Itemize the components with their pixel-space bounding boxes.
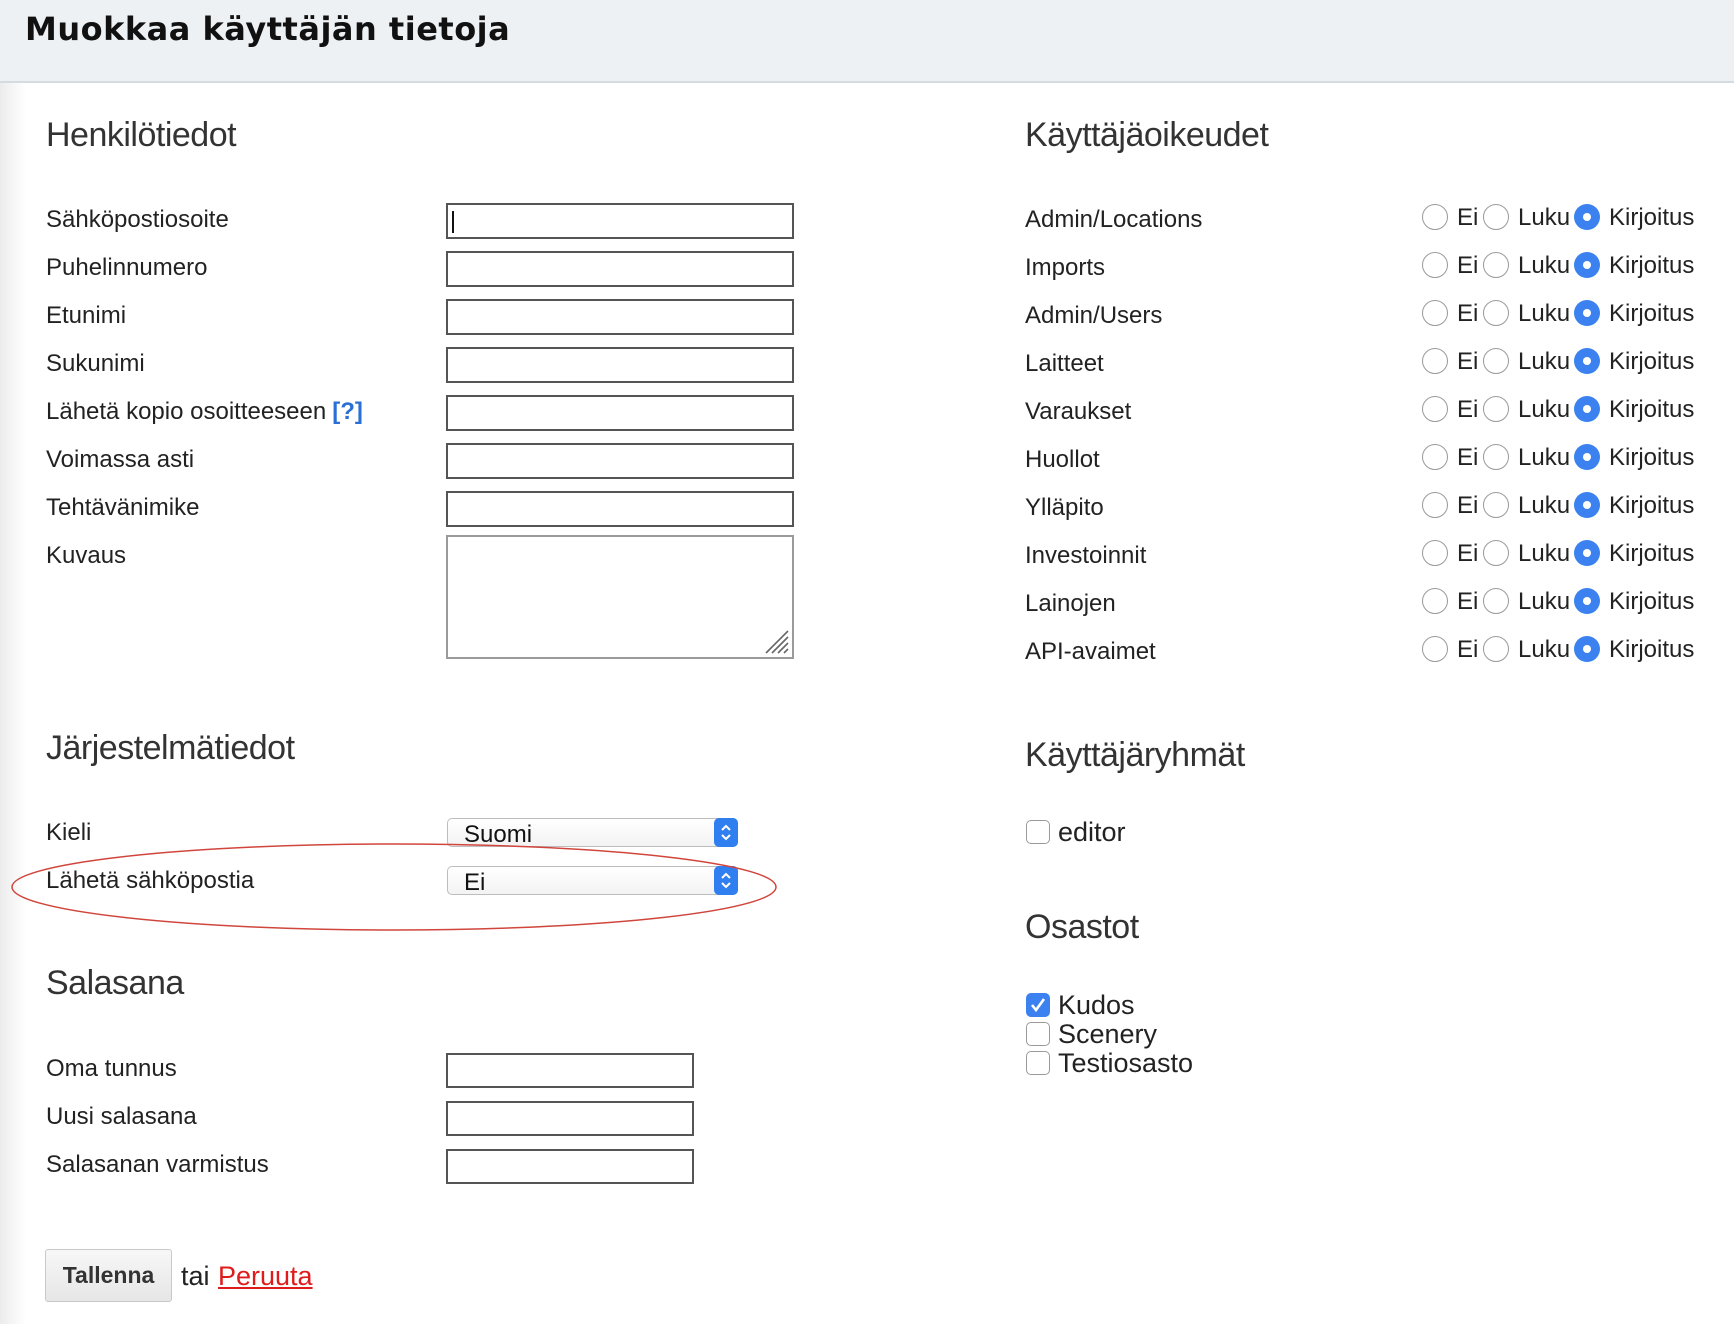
cancel-link[interactable]: Peruuta <box>218 1261 313 1291</box>
radio-label-ei: Ei <box>1457 588 1479 615</box>
description-textarea[interactable] <box>446 535 794 659</box>
radio-label-ei: Ei <box>1457 396 1479 423</box>
own-id-field[interactable] <box>446 1053 694 1088</box>
valid-until-label: Voimassa asti <box>46 446 195 473</box>
radio-ei[interactable] <box>1422 396 1448 422</box>
department-checkbox-testiosasto[interactable] <box>1026 1051 1050 1075</box>
radio-label-kirjoitus: Kirjoitus <box>1609 348 1695 375</box>
valid-until-field[interactable] <box>446 443 794 479</box>
radio-luku[interactable] <box>1483 204 1509 230</box>
groups-heading: Käyttäjäryhmät <box>1025 736 1245 774</box>
radio-luku[interactable] <box>1483 588 1509 614</box>
department-checkbox-kudos[interactable] <box>1026 993 1050 1017</box>
radio-ei[interactable] <box>1422 492 1448 518</box>
resize-grip-icon[interactable] <box>762 627 790 655</box>
radio-kirjoitus[interactable] <box>1574 492 1600 518</box>
radio-ei[interactable] <box>1422 588 1448 614</box>
radio-label-kirjoitus: Kirjoitus <box>1609 636 1695 663</box>
radio-label-kirjoitus: Kirjoitus <box>1609 252 1695 279</box>
radio-kirjoitus[interactable] <box>1574 444 1600 470</box>
email-label: Sähköpostiosoite <box>46 206 229 233</box>
radio-label-kirjoitus: Kirjoitus <box>1609 204 1695 231</box>
first-name-field[interactable] <box>446 299 794 335</box>
radio-kirjoitus[interactable] <box>1574 588 1600 614</box>
radio-ei[interactable] <box>1422 636 1448 662</box>
radio-kirjoitus[interactable] <box>1574 204 1600 230</box>
radio-label-luku: Luku <box>1518 636 1571 663</box>
send-email-select-value: Ei <box>464 869 486 896</box>
radio-kirjoitus[interactable] <box>1574 540 1600 566</box>
permission-name: Varaukset <box>1025 398 1132 425</box>
radio-label-ei: Ei <box>1457 300 1479 327</box>
radio-luku[interactable] <box>1483 252 1509 278</box>
radio-label-ei: Ei <box>1457 492 1479 519</box>
radio-label-kirjoitus: Kirjoitus <box>1609 444 1695 471</box>
radio-label-ei: Ei <box>1457 540 1479 567</box>
permission-name: Ylläpito <box>1025 494 1104 521</box>
radio-label-luku: Luku <box>1518 444 1571 471</box>
radio-ei[interactable] <box>1422 444 1448 470</box>
radio-kirjoitus[interactable] <box>1574 348 1600 374</box>
radio-label-ei: Ei <box>1457 444 1479 471</box>
department-checkbox-scenery[interactable] <box>1026 1022 1050 1046</box>
radio-ei[interactable] <box>1422 540 1448 566</box>
job-title-field[interactable] <box>446 491 794 527</box>
password-heading: Salasana <box>46 964 184 1002</box>
radio-label-ei: Ei <box>1457 252 1479 279</box>
left-edge-shadow <box>0 83 26 1324</box>
radio-luku[interactable] <box>1483 348 1509 374</box>
page-header <box>0 0 1734 83</box>
permission-name: Admin/Locations <box>1025 206 1203 233</box>
radio-ei[interactable] <box>1422 348 1448 374</box>
last-name-label: Sukunimi <box>46 350 145 377</box>
permission-name: Investoinnit <box>1025 542 1147 569</box>
copy-address-field[interactable] <box>446 395 794 431</box>
help-link[interactable]: [?] <box>332 398 363 425</box>
radio-label-luku: Luku <box>1518 492 1571 519</box>
radio-label-ei: Ei <box>1457 204 1479 231</box>
description-label: Kuvaus <box>46 542 127 569</box>
radio-luku[interactable] <box>1483 444 1509 470</box>
language-label: Kieli <box>46 819 92 846</box>
phone-label: Puhelinnumero <box>46 254 208 281</box>
copy-address-label <box>46 400 363 424</box>
checkmark-icon <box>1029 996 1047 1014</box>
radio-luku[interactable] <box>1483 540 1509 566</box>
personal-heading: Henkilötiedot <box>46 116 237 154</box>
own-id-label: Oma tunnus <box>46 1055 177 1082</box>
text-caret <box>452 211 454 233</box>
confirm-password-field[interactable] <box>446 1149 694 1184</box>
send-email-label: Lähetä sähköpostia <box>46 867 255 894</box>
radio-label-kirjoitus: Kirjoitus <box>1609 492 1695 519</box>
radio-kirjoitus[interactable] <box>1574 636 1600 662</box>
permission-name: Lainojen <box>1025 590 1116 617</box>
page-title: Muokkaa käyttäjän tietoja <box>25 10 511 48</box>
permission-name: API-avaimet <box>1025 638 1156 665</box>
radio-kirjoitus[interactable] <box>1574 300 1600 326</box>
new-password-field[interactable] <box>446 1101 694 1136</box>
job-title-label: Tehtävänimike <box>46 494 200 521</box>
first-name-label: Etunimi <box>46 302 127 329</box>
email-field[interactable] <box>446 203 794 239</box>
radio-luku[interactable] <box>1483 300 1509 326</box>
permission-name: Huollot <box>1025 446 1100 473</box>
radio-label-luku: Luku <box>1518 396 1571 423</box>
permission-name: Imports <box>1025 254 1106 281</box>
save-button[interactable]: Tallenna <box>45 1249 172 1302</box>
phone-field[interactable] <box>446 251 794 287</box>
last-name-field[interactable] <box>446 347 794 383</box>
radio-kirjoitus[interactable] <box>1574 252 1600 278</box>
permission-name: Laitteet <box>1025 350 1104 377</box>
radio-label-luku: Luku <box>1518 252 1571 279</box>
language-select-value: Suomi <box>464 821 533 848</box>
radio-luku[interactable] <box>1483 492 1509 518</box>
confirm-password-label: Salasanan varmistus <box>46 1151 269 1178</box>
radio-kirjoitus[interactable] <box>1574 396 1600 422</box>
radio-ei[interactable] <box>1422 300 1448 326</box>
radio-ei[interactable] <box>1422 252 1448 278</box>
copy-address-label-text: Lähetä kopio osoitteeseen <box>46 398 327 425</box>
new-password-label: Uusi salasana <box>46 1103 197 1130</box>
department-label-scenery: Scenery <box>1058 1019 1158 1049</box>
radio-label-kirjoitus: Kirjoitus <box>1609 396 1695 423</box>
permissions-heading: Käyttäjäoikeudet <box>1025 116 1269 154</box>
department-label-testiosasto: Testiosasto <box>1058 1048 1194 1078</box>
or-text: tai <box>181 1261 210 1291</box>
radio-luku[interactable] <box>1483 636 1509 662</box>
group-checkbox-editor[interactable] <box>1026 820 1050 844</box>
radio-label-luku: Luku <box>1518 204 1571 231</box>
radio-label-luku: Luku <box>1518 348 1571 375</box>
system-heading: Järjestelmätiedot <box>46 729 295 767</box>
radio-label-kirjoitus: Kirjoitus <box>1609 300 1695 327</box>
radio-ei[interactable] <box>1422 204 1448 230</box>
radio-label-ei: Ei <box>1457 348 1479 375</box>
radio-label-ei: Ei <box>1457 636 1479 663</box>
radio-label-luku: Luku <box>1518 588 1571 615</box>
radio-label-kirjoitus: Kirjoitus <box>1609 588 1695 615</box>
highlight-ellipse <box>10 842 790 932</box>
department-label-kudos: Kudos <box>1058 990 1135 1020</box>
permission-name: Admin/Users <box>1025 302 1163 329</box>
group-label-editor: editor <box>1058 817 1126 847</box>
radio-label-luku: Luku <box>1518 540 1571 567</box>
updown-chevron-icon <box>719 822 733 843</box>
radio-label-luku: Luku <box>1518 300 1571 327</box>
departments-heading: Osastot <box>1025 908 1139 946</box>
radio-label-kirjoitus: Kirjoitus <box>1609 540 1695 567</box>
radio-luku[interactable] <box>1483 396 1509 422</box>
